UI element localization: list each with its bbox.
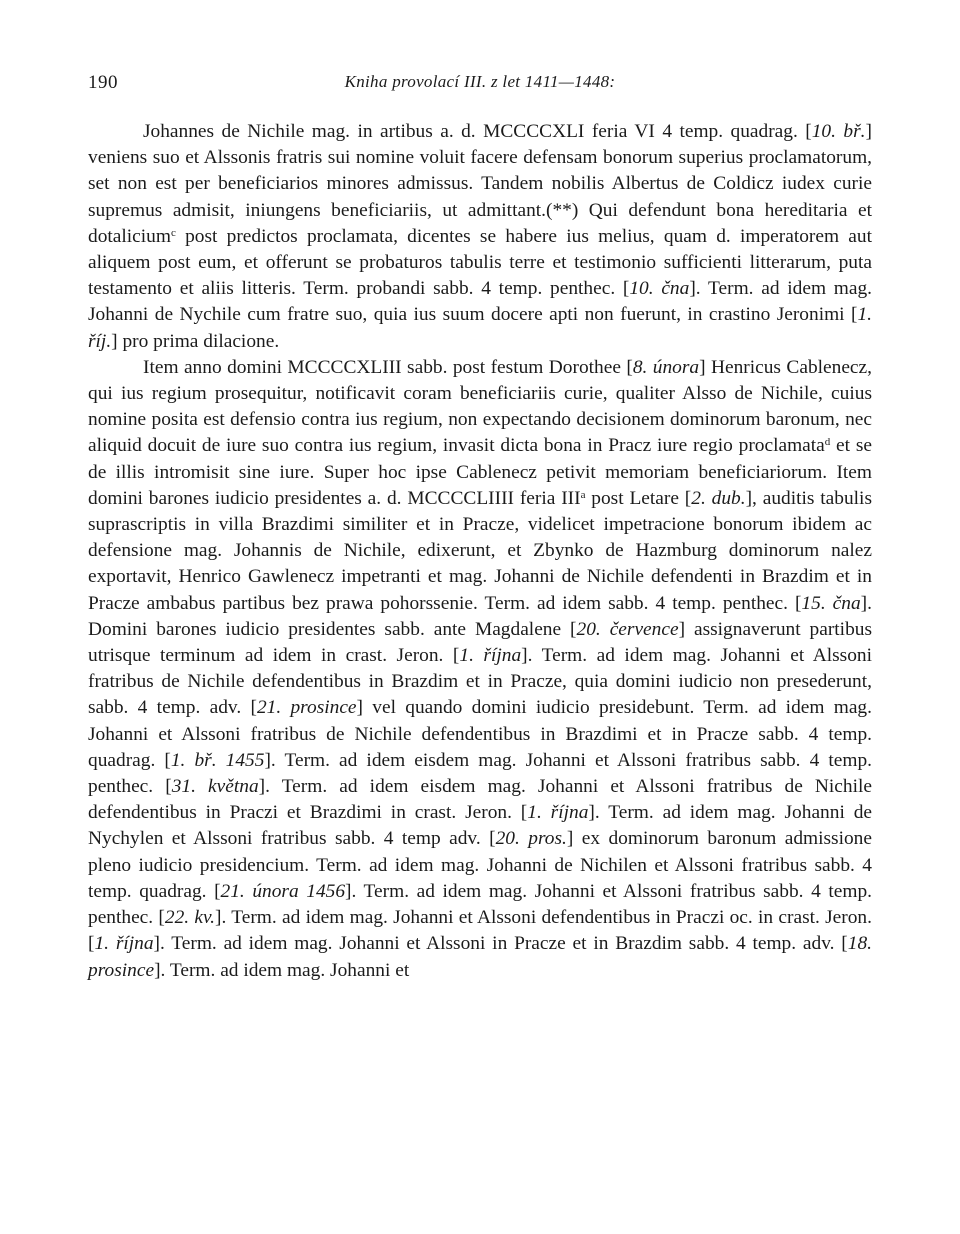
text-run: ]. Term. ad idem mag. Johanni de Nychylen et Alssoni fratribus sabb. 4 temp adv. [ bbox=[88, 802, 873, 850]
text-run: ]. Term. ad idem mag. Johanni et Alssoni fratribus de Nichile defendentibus in Brazdim et in Pracze, quia domini iudicio non presederunt, sabb. 4 temp. adv. [ bbox=[88, 645, 872, 719]
date-annotation: 10. čna bbox=[629, 278, 690, 300]
date-annotation: 1. října bbox=[527, 802, 589, 824]
text-run: ]. Term. ad idem mag. Johanni et Alssoni defendentibus in Praczi oc. in crast. Jeron. [ bbox=[88, 907, 872, 955]
paragraph bbox=[88, 355, 872, 984]
text-run: ], auditis tabulis suprascriptis in villa Brazdimi similiter et in Pracze, videlicet impetracione bonorum ibidem ac defensione mag. Johannis de Nichile, edixerunt, et Zbynko de Hazmburg dominorum nalez exportavit, Henrico Gawlenecz impetranti et mag. Johanni de Nichile defendenti in Brazdim et in Pracze ambabus partibus bez prawa pohorssenie. Term. ad idem sabb. 4 temp. penthec. [ bbox=[88, 487, 872, 614]
running-header bbox=[88, 72, 872, 100]
date-annotation: 10. bř. bbox=[811, 121, 866, 142]
text-run: ]. Term. ad idem mag. Johanni de Nychile cum fratre suo, quia ius suum docere apti non fuerunt, in crastino Jeronimi [ bbox=[88, 278, 872, 326]
date-annotation: 1. října bbox=[94, 933, 154, 955]
text-run: post Letare [ bbox=[585, 487, 692, 509]
date-annotation: 2. dub. bbox=[691, 487, 746, 509]
text-run: ]. Term. ad idem eisdem mag. Johanni et Alssoni fratribus sabb. 4 temp. penthec. [ bbox=[88, 749, 873, 798]
text-run: ] Henricus Cablenecz, qui ius regium prosequitur, notificavit coram beneficiariis curie, qualiter Alsso de Nichile, cuius nomine posita est defensio contra ius regium, non expectando decisionem dominorum baronum, nec aliquid docuit de iure suo contra ius regium, invasit dicta bona in Pracz iure regio proclamata bbox=[88, 356, 872, 457]
text-run: ] pro prima dilacione. bbox=[111, 330, 280, 352]
text-run: Item anno domini MCCCCXLIII sabb. post festum Dorothee [ bbox=[143, 356, 633, 378]
text-run: post predictos proclamata, dicentes se habere ius melius, quam d. imperatorem aut aliquem post eum, et offerunt se probaturos tabulis terre et testimonio sufficienti litterarum, puta testamento et aliis litteris. Term. probandi sabb. 4 temp. penthec. [ bbox=[88, 225, 872, 300]
text-run: ] vel quando domini iudicio presidebunt. Term. ad idem mag. Johanni et Alssoni fratribus de Nichile defendentibus in Brazdimi et in Pracze sabb. 4 temp. quadrag. [ bbox=[88, 697, 872, 771]
date-annotation: 8. února bbox=[632, 356, 700, 378]
text-run: ]. Term. ad idem mag. Johanni et Alssoni fratribus sabb. 4 temp. penthec. [ bbox=[88, 880, 872, 929]
body-text bbox=[88, 119, 872, 984]
text-run: et se de illis intromisit sine iure. Super hoc ipse Cablenecz petivit memoriam beneficiariorum. Item domini barones iudicio presidentes a. d. MCCCCLIIII feria III bbox=[88, 435, 872, 509]
footnote-marker: a bbox=[580, 488, 586, 501]
page-number: 190 bbox=[88, 72, 118, 93]
text-run: ]. Term. ad idem eisdem mag. Johanni et Alssoni fratribus de Nichile defendentibus in Praczi et Brazdimi in crast. Jeron. [ bbox=[88, 776, 872, 824]
date-annotation: 1. bř. 1455 bbox=[170, 749, 265, 771]
running-title: Kniha provolací III. z let 1411—1448: bbox=[344, 72, 616, 91]
text-run: ] assignaverunt partibus utrisque terminum ad idem in crast. Jeron. [ bbox=[88, 618, 873, 667]
date-annotation: 20. pros. bbox=[495, 828, 567, 850]
paragraph bbox=[88, 119, 872, 355]
date-annotation: 20. července bbox=[576, 618, 679, 640]
date-annotation: 15. čna bbox=[801, 592, 861, 614]
text-run: ]. Domini barones iudicio presidentes sabb. ante Magdalene [ bbox=[88, 592, 872, 640]
date-annotation: 22. kv. bbox=[164, 907, 216, 929]
text-run: ] veniens suo et Alssonis fratris sui nomine voluit facere defensam bonorum superius proclamatorum, set non est per beneficiarios minores admissus. Tandem nobilis Albertus de Coldicz iudex curie supremus admisit, iniungens beneficiariis, ut admittant.(**) Qui defendunt bona hereditaria et dotalicium bbox=[88, 121, 872, 247]
footnote-marker: c bbox=[170, 226, 176, 239]
date-annotation: 21. února 1456 bbox=[220, 880, 346, 902]
text-run: ] ex dominorum baronum admissione pleno iudicio presidencium. Term. ad idem mag. Johanni de Nichilen et Alssoni fratribus sabb. 4 temp. quadrag. [ bbox=[88, 828, 872, 902]
text-run: ]. Term. ad idem mag. Johanni et Alssoni in Pracze et in Brazdim sabb. 4 temp. adv. [ bbox=[153, 933, 848, 955]
date-annotation: 21. prosince bbox=[256, 697, 357, 719]
footnote-marker: d bbox=[824, 436, 831, 449]
date-annotation: 18. prosince bbox=[88, 933, 872, 981]
date-annotation: 1. října bbox=[459, 645, 522, 667]
date-annotation: 31. května bbox=[171, 776, 259, 798]
text-run: Johannes de Nichile mag. in artibus a. d. MCCCCXLI feria VI 4 temp. quadrag. [ bbox=[143, 121, 812, 142]
text-run: ]. Term. ad idem mag. Johanni et bbox=[154, 959, 410, 981]
date-annotation: 1. říj. bbox=[88, 304, 872, 352]
